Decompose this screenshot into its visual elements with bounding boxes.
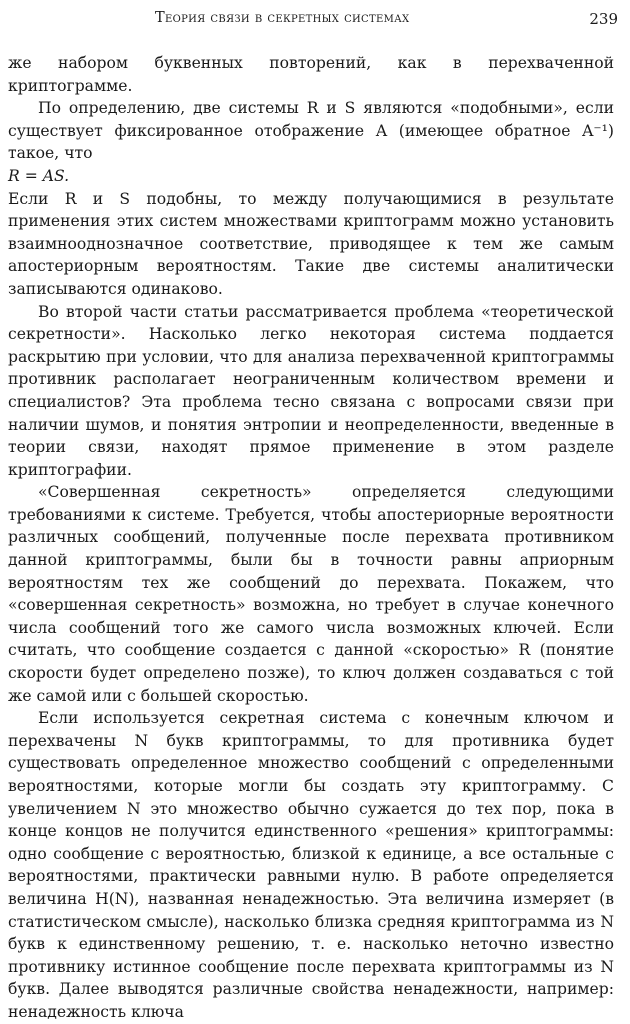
paragraph-equivocation: Если используется секретная система с конечным ключом и перехвачены N букв криптограммы, то для противника будет существовать определенное множество сообщений с определенными вероятностями, которые могли бы создать эту криптограмму. С увеличением N это множество обычно сужается до тех пор, пока в конце концов не получится единственного «решения» криптограммы: одно сообщение с вероятностью, близкой к единице, а все остальные с вероятностями, практически равными нулю. В работе определяется величина H(N), названная ненадежностью. Эта величина измеряет (в статистическом смысле), насколько близка средняя криптограмма из N букв к единственному решению, т. е. насколько неточно известно противнику истинное сообщение после перехвата криптограммы из N букв. Далее выводятся различные свойства ненадежности, например: ненадежность ключа — [8, 709, 614, 1021]
paragraph-similar-systems: Если R и S подобны, то между получающимися в результате применения этих систем множествами криптограмм можно установить взаимнооднозначное соответствие, приводящее к тем же самым апостериорным вероятностям. Такие две системы аналитически записываются одинаково. — [8, 189, 614, 298]
running-head-title: Теория связи в секретных системах — [155, 10, 410, 26]
paragraph-continued: же набором буквенных повторений, как в перехваченной криптограмме. — [8, 54, 614, 95]
running-head — [0, 6, 630, 32]
body-text — [8, 52, 614, 1024]
paragraph-perfect-secrecy: «Совершенная секретность» определяется следующими требованиями к системе. Требуется, чтобы апостериорные вероятности различных сообщений, полученные после перехвата противником данной криптограммы, были бы в точности равны априорным вероятностям тех же сообщений до перехвата. Покажем, что «совершенная секретность» возможна, но требует в случае конечного числа сообщений того же самого числа возможных ключей. Если считать, что сообщение создается с данной «скоростью» R (понятие скорости будет определено позже), то ключ должен создаваться с той же самой или с большей скоростью. — [8, 483, 614, 705]
page-number: 239 — [589, 10, 618, 28]
display-formula: R = AS. — [8, 166, 70, 185]
paragraph-definition: По определению, две системы R и S являются «подобными», если существует фиксированное отображение A (имеющее обратное A⁻¹) такое, что — [8, 99, 614, 163]
paragraph-theoretical-secrecy: Во второй части статьи рассматривается проблема «теоретической секретности». Насколько легко некоторая система поддается раскрытию при условии, что для анализа перехваченной криптограммы противник располагает неограниченным количеством времени и специалистов? Эта проблема тесно связана с вопросами связи при наличии шумов, и понятия энтропии и неопределенности, введенные в теории связи, находят прямое применение в этом разделе криптографии. — [8, 302, 614, 479]
